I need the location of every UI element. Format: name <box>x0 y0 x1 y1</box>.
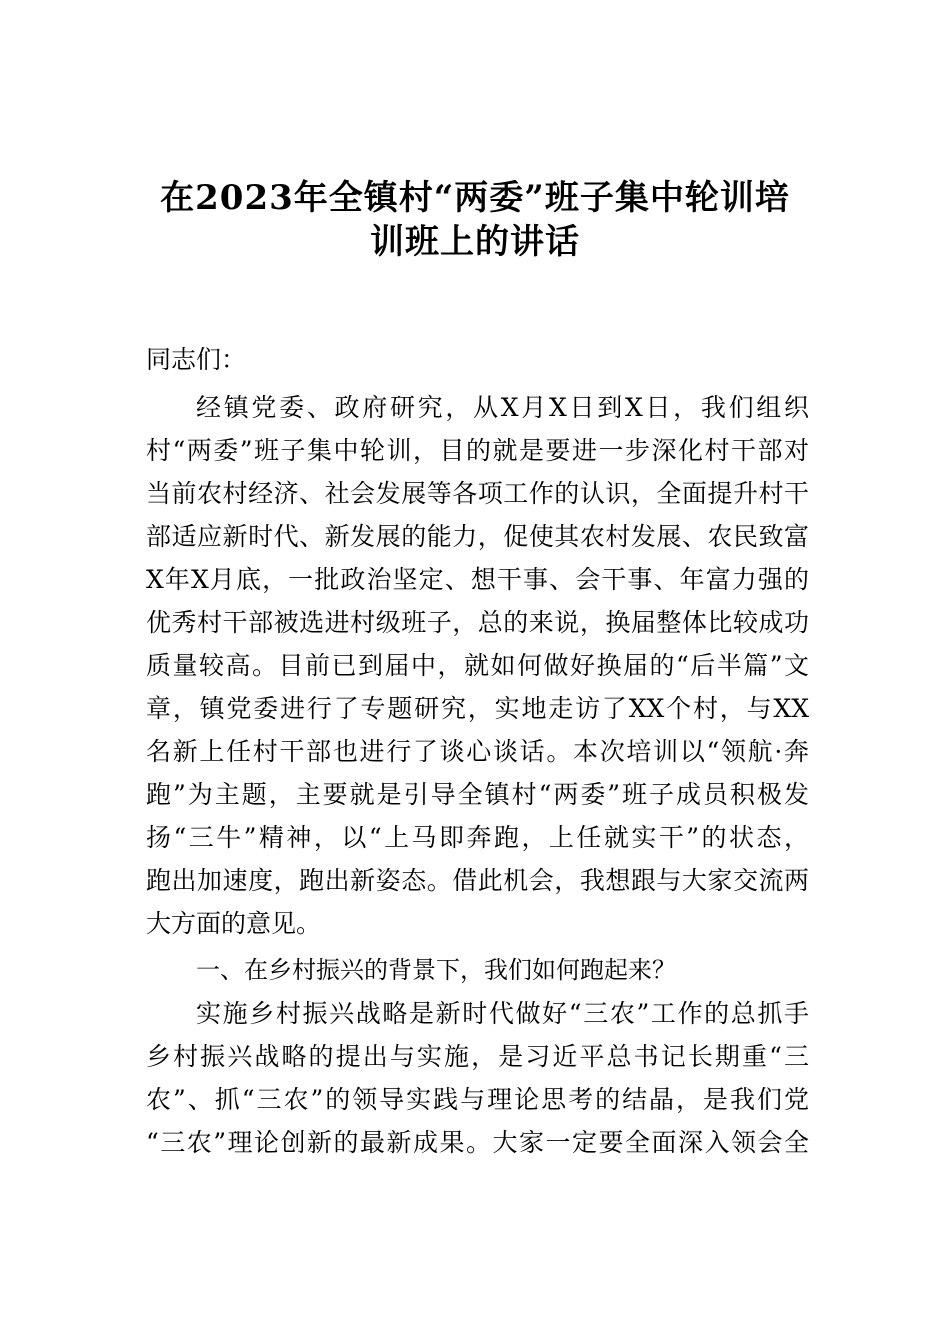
paragraph-1-line: 跑出加速度，跑出新姿态。借此机会，我想跟与大家交流两 <box>146 866 809 895</box>
paragraph-1-line: X年X月底，一批政治坚定、想干事、会干事、年富力强的 <box>146 565 809 594</box>
paragraph-1-line: 跑”为主题，主要就是引导全镇村“两委”班子成员积极发 <box>146 780 809 809</box>
paragraph-1-line: 章，镇党委进行了专题研究，实地走访了XX个村，与XX <box>146 694 809 723</box>
paragraph-2-line: 实施乡村振兴战略是新时代做好“三农”工作的总抓手 <box>196 999 809 1028</box>
paragraph-1-line: 质量较高。目前已到届中，就如何做好换届的“后半篇”文 <box>146 651 809 680</box>
paragraph-1-line: 名新上任村干部也进行了谈心谈话。本次培训以“领航·奔 <box>146 737 809 766</box>
salutation: 同志们： <box>146 345 247 374</box>
paragraph-1-line: 扬“三牛”精神，以“上马即奔跑，上任就实干”的状态， <box>146 823 809 852</box>
paragraph-2-line: 乡村振兴战略的提出与实施，是习近平总书记长期重“三 <box>146 1042 809 1071</box>
paragraph-1-line: 部适应新时代、新发展的能力，促使其农村发展、农民致富 <box>146 522 809 551</box>
paragraph-1-line: 大方面的意见。 <box>146 909 322 938</box>
paragraph-1-line: 村“两委”班子集中轮训，目的就是要进一步深化村干部对 <box>146 436 809 465</box>
document-title-line-2: 训班上的讲话 <box>370 222 580 262</box>
paragraph-1-line: 当前农村经济、社会发展等各项工作的认识，全面提升村干 <box>146 479 809 508</box>
paragraph-1-line: 经镇党委、政府研究，从X月X日到X日，我们组织 <box>196 393 809 422</box>
paragraph-1-line: 优秀村干部被选进村级班子，总的来说，换届整体比较成功 <box>146 608 809 637</box>
document-title-line-1: 在2023年全镇村“两委”班子集中轮训培 <box>160 178 790 218</box>
section-heading-1: 一、在乡村振兴的背景下，我们如何跑起来？ <box>196 956 676 984</box>
paragraph-2-line: “三农”理论创新的最新成果。大家一定要全面深入领会全 <box>146 1128 809 1157</box>
paragraph-2-line: 农”、抓“三农”的领导实践与理论思考的结晶，是我们党 <box>146 1085 809 1114</box>
